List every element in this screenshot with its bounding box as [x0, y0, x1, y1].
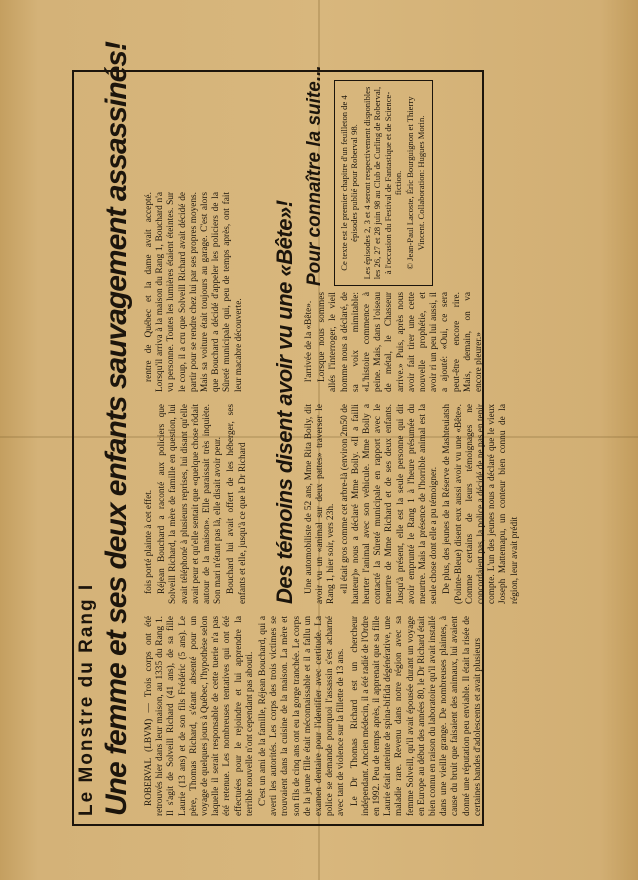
article-sheet	[64, 41, 520, 834]
paragraph: De plus, des jeunes de la Réserve de Mashteuiatsh (Pointe-Bleue) disent eux aussi avoir vu une «Bête». Comme certains de leurs témoignages ne concordaient pas, la police a décidé de ne pas en tenir compte. L'un des jeunes nous a déclaré que le vieux Joseph Mattemapu, un conteur bien connu de la région, leur avait prédit	[442, 404, 520, 604]
column-3	[144, 192, 247, 392]
episode-info-box	[334, 80, 433, 286]
paragraph: fois porté plainte à cet effet.	[144, 489, 154, 594]
paragraph: Une automobiliste de 52 ans, Mme Rita Boily, dit avoir vu un «animal sur deux pattes» traverser le Rang 1, hier soir, vers 23h.	[304, 404, 337, 604]
paragraph: Le Dr Thomas Richard est un chercheur indépendant. Ancien médecin, il a été radié de l'Ordre en 1992. Peu de temps après, il apprenait que sa fille Laurie était atteinte de spina-bifida dégénérative, une maladie rare. Revenu dans notre région avec sa femme Solveill, qu'il avait épousée durant un voyage en Europe au début des années 80, le Dr Richard était bien connu en raison du laboratoire qu'il avait installé dans une vieille grange. De nombreuses plaintes, à cause du bruit que faisaient des animaux, lui avaient donné une réputation peu enviable. Il était la risée de certaines bandes d'adolescents et avait plusieurs	[349, 616, 483, 816]
series-title: Le Monstre du Rang I	[76, 582, 97, 816]
paragraph: l'arrivée de la «Bête».	[304, 300, 314, 382]
paragraph: rentre de Québec et la dame avait accepté. Lorsqu'il arriva à la maison du Rang 1, Bouchard n'a vu personne. Toutes les lumières étaient éteintes. Sur le coup, il a cru que Solveill Richard avait décidé de partir pour se rendre chez lui par ses propres moyens. Mais sa voiture était toujours au garage. C'est alors que Bouchard a décidé d'appeler les policiers de la Sûreté municipale qui, peu de temps après, ont fait leur macabre découverte.	[144, 192, 244, 392]
paragraph: Bouchard lui avait offert de les héberger, ses enfants et elle, jusqu'à ce que le Dr Richard	[226, 404, 248, 604]
info-line: Ce texte est le premier chapitre d'un feuilleton de 4 épisodes publié pour Roberval 98.	[339, 95, 360, 271]
subheadline: Des témoins disent avoir vu une «Bête»!	[272, 200, 297, 604]
paragraph: ROBERVAL (LBVM) — Trois corps ont été retrouvés hier dans leur maison, au 1335 du Rang 1. Il s'agit de Solveill Richard (41 ans), de sa fille Laurie (13 ans) et de son fils Frédéric (5 ans). Le père, Thomas Richard, s'étant absenté pour un voyage de quelques jours à Québec, l'hypothèse selon laquelle il serait responsable de cette tuerie n'a pas été retenue. Les nombreuses tentatives qui ont été effectuées pour le rejoindre et lui apprendre la terrible nouvelle n'ont cependant pas abouti.	[144, 616, 255, 816]
paragraph: Réjean Bouchard a raconté aux policiers que Solveill Richard, la mère de famille en question, lui avait téléphoné à plusieurs reprises, lui disant qu'elle avait peur et qu'elle sentait que «quelque chose rôdait autour de la maison». Elle paraissait très inquiète. Son mari n'étant pas là, elle disait avoir peur.	[157, 404, 224, 604]
column-1	[144, 616, 486, 816]
suite-title: Pour connaître la suite...	[304, 65, 325, 286]
info-line: Les épisodes 2, 3 et 4 seront respectivement disponibles les 26, 27 et 28 juin 98 au Club de Curling de Roberval, à l'occasion du Festival de Fantastique et de Science-fiction.	[361, 86, 404, 280]
column-2-lower	[304, 404, 523, 604]
paragraph: C'est un ami de la famille, Réjean Bouchard, qui a averti les autorités. Les corps des trois victimes se trouvaient dans la cuisine de la maison. La mère et son fils de cinq ans ont eu la gorge tranchée. Le corps de la jeune fille était méconnaissable et il a fallu un examen dentaire pour l'identifier avec certitude. La police se demande pourquoi l'assassin s'est acharné avec tant de violence sur la fillette de 13 ans.	[258, 616, 347, 816]
headline: Une femme et ses deux enfants sauvagement assassinés!	[100, 41, 133, 816]
paragraph: «Il était gros comme cet arbre-là (environ 2m50 de hauteur)» nous a déclaré Mme Boily. «Il a failli heurter l'animal avec son véhicule. Mme Boily a contacté la Sûreté municipale en rapport avec le meurtre de Mme Richard et de ses deux enfants. Jusqu'à présent, elle est la seule personne qui dit avoir emprunté le Rang 1 à l'heure présumée du meurtre. Mais la présence de l'horrible animal est la seule chose dont elle a pu témoigner.	[339, 404, 440, 604]
column-2	[144, 404, 251, 604]
rotated-article	[64, 41, 520, 834]
paragraph: Lorsque nous sommes allés l'interroger, le vieil homme nous a déclaré, de sa voix mimitable: «L'histoire commence à peine. Mais, dans l'oiseau de métal, le Chasseur arrive.» Puis, après nous avoir fait tirer une cette nouvelle prophétie, et avoir ri un peu lui aussi, il a ajouté: «Oui, ce sera peut-être encore rire. Mais, demain, on va encore pleurer.»	[317, 292, 485, 392]
info-line: © Jean-Paul Lacoste, Éric Bourguignon et Thierry Vincent. Collaboration: Hugues Morin.	[405, 96, 426, 270]
column-3-lower	[304, 292, 487, 392]
